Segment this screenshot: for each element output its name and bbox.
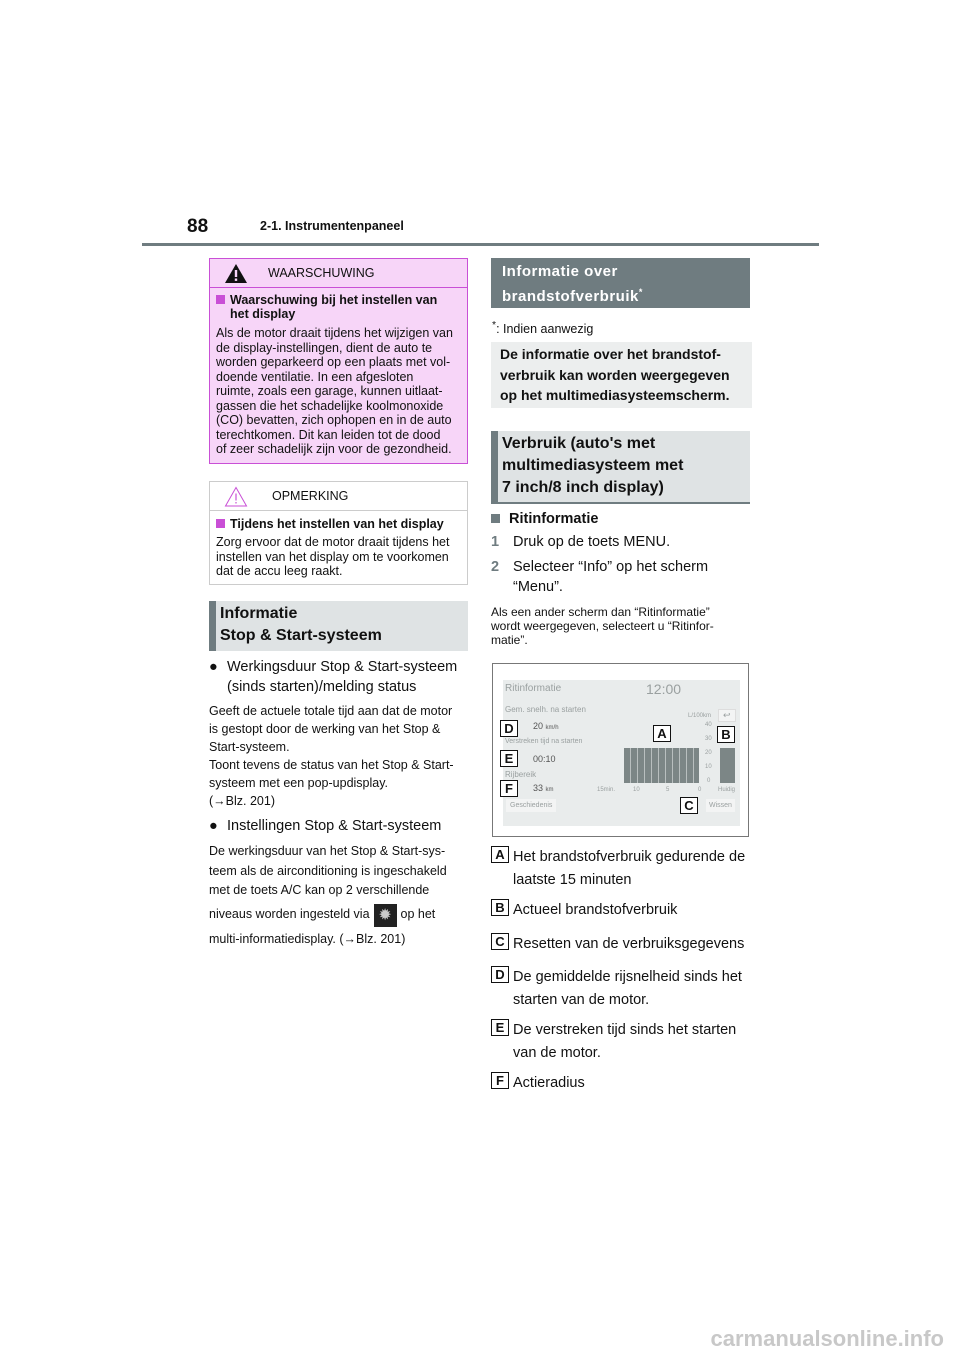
history-button: Geschiedenis <box>506 799 556 812</box>
page-number: 88 <box>187 216 209 237</box>
trip-info-content <box>491 511 753 647</box>
square-bullet-icon <box>216 295 225 304</box>
note-heading: Tijdens het instellen van het display <box>230 517 444 531</box>
step-note: Als een ander scherm dan “Ritinformatie” wordt weergegeven, selecteert u “Ritinfor- matie”. <box>491 605 714 647</box>
step-1: 1 Druk op de toets MENU. <box>491 534 671 550</box>
consumption-bars <box>624 748 699 783</box>
warning-heading: Waarschuwing bij het instellen van <box>230 293 438 307</box>
clear-button: Wissen <box>706 799 735 812</box>
back-arrow-icon: ↩ <box>718 709 736 722</box>
intro-box: De informatie over het brandstof- verbruik kan worden weergegeven op het multimediasysteemscherm. <box>491 342 752 408</box>
caution-triangle-icon <box>224 486 248 507</box>
note-box <box>209 481 468 585</box>
square-bullet-icon <box>491 514 500 523</box>
bullet-item-settings: ● Instellingen Stop & Start-systeem <box>209 818 442 834</box>
callout-b: B Actueel brandstofverbruik <box>491 899 756 922</box>
section-heading-stop-start: Informatie Stop & Start-systeem <box>209 601 468 651</box>
section-title: 2-1. Instrumentenpaneel <box>260 219 404 233</box>
footnote: *: Indien aanwezig <box>492 320 594 337</box>
bullet-item-duration: ● Werkingsduur Stop & Start-systeem (sinds starten)/melding status <box>209 659 458 695</box>
trip-heading: Ritinformatie <box>509 511 599 527</box>
sub-heading: Verbruik (auto's met multimediasysteem met 7 inch/8 inch display) <box>491 431 750 504</box>
header-rule <box>142 243 819 246</box>
callout-list <box>491 846 756 1095</box>
callout-d: D De gemiddelde rijsnelheid sinds het starten van de motor. <box>491 966 756 1011</box>
warning-body: Als de motor draait tijdens het wijzigen van de display-instellingen, dient de auto te worden geparkeerd op een plaats met vol- doende ventilatie. In een afgesloten ruimte, zoals een garage, kunnen uitlaat- gassen die het schadelijke koolmonoxide (CO) bevatten, zich ophopen en in de auto terechtkomen. Dit kan leiden tot de dood of zeer schadelijk zijn voor de gezondheid. <box>216 326 453 456</box>
current-consumption-bar <box>720 748 735 783</box>
callout-e: E De verstreken tijd sinds het starten van de motor. <box>491 1019 756 1064</box>
callout-f: F Actieradius <box>491 1072 756 1095</box>
trip-info-screen-figure: Ritinformatie 12:00 Gem. snelh. na starten 20 km/h Verstreken tijd na starten 00:10 Rijbereik 33 km L/100km ↩ 40 30 20 10 0 15min. 10 5 0 Huidig Geschiedenis Wissen D E F A B C <box>492 663 749 837</box>
stop-start-content <box>209 657 471 949</box>
warning-triangle-icon <box>224 263 248 284</box>
step-2: 2 Selecteer “Info” op het scherm “Menu”. <box>491 559 709 595</box>
square-bullet-icon <box>216 519 225 528</box>
warning-title: WAARSCHUWING <box>268 266 375 280</box>
duration-description: Geeft de actuele totale tijd aan dat de motor is gestopt door de werking van het Stop & Start-systeem. Toont tevens de status van het Stop & Start- systeem met een pop-updisplay. (→Blz. 201) <box>209 704 454 808</box>
note-body: Zorg ervoor dat de motor draait tijdens het instellen van het display om te voorkomen dat de accu leeg raakt. <box>216 535 450 578</box>
watermark: carmanualsonline.info <box>710 1326 944 1351</box>
warning-heading: het display <box>230 307 296 321</box>
callout-c: C Resetten van de verbruiksgegevens <box>491 933 756 956</box>
settings-description: De werkingsduur van het Stop & Start-sys- teem als de airconditioning is ingeschakeld met de toets A/C kan op 2 verschillende niveaus worden ingesteld via ✹ op het multi-informatiedisplay. (→Blz. 201) <box>209 844 447 946</box>
section-heading-fuel: Informatie over brandstofverbruik* <box>491 258 750 308</box>
warning-box <box>209 258 468 464</box>
callout-a: A Het brandstofverbruik gedurende de laatste 15 minuten <box>491 846 756 891</box>
note-title: OPMERKING <box>272 489 349 503</box>
settings-gear-icon: ✹ <box>374 904 397 927</box>
